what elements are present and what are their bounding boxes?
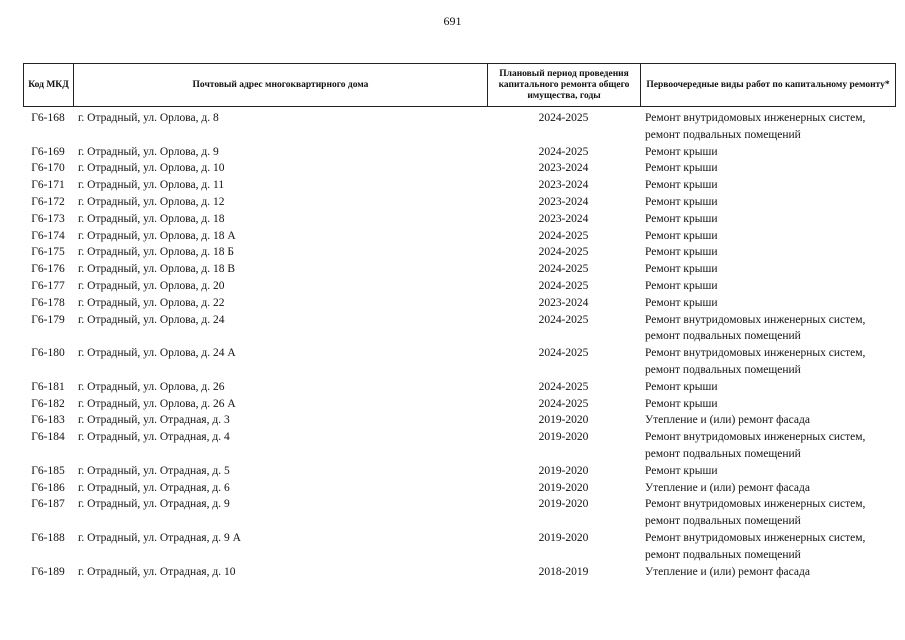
address: г. Отрадный, ул. Отрадная, д. 6 (78, 481, 230, 494)
works-cell (640, 295, 895, 312)
works-line: Ремонт крыши (645, 380, 718, 393)
table-row (23, 463, 895, 480)
works-cell (640, 211, 895, 228)
works-cell (640, 429, 895, 463)
works-cell (640, 463, 895, 480)
table-row (23, 194, 895, 211)
mkd-code: Г6-182 (31, 397, 65, 410)
works-line: Ремонт крыши (645, 162, 718, 175)
table-body (23, 110, 895, 580)
address: г. Отрадный, ул. Орлова, д. 22 (78, 296, 225, 309)
table-row (23, 177, 895, 194)
repair-period: 2019-2020 (538, 498, 589, 511)
works-line: ремонт подвальных помещений (645, 128, 801, 141)
works-cell (640, 412, 895, 429)
address: г. Отрадный, ул. Орлова, д. 26 А (78, 397, 236, 410)
table-row (23, 312, 895, 346)
works-cell (640, 480, 895, 497)
address: г. Отрадный, ул. Орлова, д. 18 Б (78, 246, 234, 259)
header-works: Первоочередные виды работ по капитальному ремонту* (641, 64, 896, 107)
repair-period: 2019-2020 (538, 464, 589, 477)
table-row (23, 110, 895, 144)
works-cell (640, 312, 895, 346)
mkd-code: Г6-177 (31, 279, 65, 292)
mkd-code: Г6-180 (31, 347, 65, 360)
mkd-code: Г6-189 (31, 565, 65, 578)
repair-period: 2024-2025 (538, 397, 589, 410)
repair-period: 2023-2024 (538, 162, 589, 175)
header-address: Почтовый адрес многоквартирного дома (74, 64, 488, 107)
address: г. Отрадный, ул. Орлова, д. 9 (78, 145, 219, 158)
works-cell (640, 261, 895, 278)
mkd-code: Г6-186 (31, 481, 65, 494)
table-row (23, 429, 895, 463)
repair-period: 2023-2024 (538, 296, 589, 309)
mkd-code: Г6-169 (31, 145, 65, 158)
table-row (23, 144, 895, 161)
mkd-code: Г6-171 (31, 179, 65, 192)
works-line: Ремонт внутридомовых инженерных систем, (645, 313, 866, 326)
repair-period: 2023-2024 (538, 179, 589, 192)
table-row (23, 412, 895, 429)
mkd-code: Г6-181 (31, 380, 65, 393)
works-line: ремонт подвальных помещений (645, 548, 801, 561)
page-number: 691 (443, 14, 462, 28)
mkd-code: Г6-183 (31, 414, 65, 427)
works-cell (640, 278, 895, 295)
works-line: Ремонт крыши (645, 296, 718, 309)
works-line: Ремонт внутридомовых инженерных систем, (645, 531, 866, 544)
works-cell (640, 564, 895, 581)
works-line: Ремонт крыши (645, 263, 718, 276)
table-row (23, 211, 895, 228)
works-line: ремонт подвальных помещений (645, 363, 801, 376)
repair-period: 2023-2024 (538, 212, 589, 225)
works-line: Утепление и (или) ремонт фасада (645, 414, 810, 427)
table-row (23, 244, 895, 261)
mkd-code: Г6-173 (31, 212, 65, 225)
repair-period: 2018-2019 (538, 565, 589, 578)
works-cell (640, 379, 895, 396)
address: г. Отрадный, ул. Отрадная, д. 5 (78, 464, 230, 477)
mkd-code: Г6-174 (31, 229, 65, 242)
address: г. Отрадный, ул. Орлова, д. 12 (78, 195, 225, 208)
works-line: Ремонт крыши (645, 279, 718, 292)
address: г. Отрадный, ул. Орлова, д. 26 (78, 380, 225, 393)
mkd-code: Г6-170 (31, 162, 65, 175)
works-line: Ремонт крыши (645, 212, 718, 225)
works-line: Ремонт крыши (645, 195, 718, 208)
repair-period: 2024-2025 (538, 246, 589, 259)
repair-period: 2019-2020 (538, 531, 589, 544)
table-row (23, 295, 895, 312)
works-line: Ремонт крыши (645, 397, 718, 410)
address: г. Отрадный, ул. Отрадная, д. 9 (78, 498, 230, 511)
table-row (23, 564, 895, 581)
address: г. Отрадный, ул. Отрадная, д. 10 (78, 565, 236, 578)
mkd-code: Г6-178 (31, 296, 65, 309)
works-cell (640, 144, 895, 161)
works-cell (640, 496, 895, 530)
header-period: Плановый период проведения капитального ремонта общего имущества, годы (488, 64, 641, 107)
mkd-code: Г6-187 (31, 498, 65, 511)
address: г. Отрадный, ул. Орлова, д. 18 В (78, 263, 236, 276)
address: г. Отрадный, ул. Отрадная, д. 4 (78, 431, 230, 444)
works-cell (640, 530, 895, 564)
address: г. Отрадный, ул. Орлова, д. 24 А (78, 347, 236, 360)
repair-period: 2024-2025 (538, 380, 589, 393)
repair-period: 2024-2025 (538, 279, 589, 292)
address: г. Отрадный, ул. Орлова, д. 18 (78, 212, 225, 225)
works-line: Утепление и (или) ремонт фасада (645, 565, 810, 578)
mkd-code: Г6-176 (31, 263, 65, 276)
address: г. Отрадный, ул. Орлова, д. 20 (78, 279, 225, 292)
mkd-code: Г6-184 (31, 431, 65, 444)
works-line: Ремонт крыши (645, 179, 718, 192)
mkd-code: Г6-185 (31, 464, 65, 477)
address: г. Отрадный, ул. Орлова, д. 24 (78, 313, 225, 326)
repair-period: 2024-2025 (538, 263, 589, 276)
works-line: Ремонт крыши (645, 145, 718, 158)
works-cell (640, 345, 895, 379)
repair-period: 2019-2020 (538, 431, 589, 444)
works-line: Ремонт крыши (645, 464, 718, 477)
address: г. Отрадный, ул. Отрадная, д. 9 А (78, 531, 241, 544)
header-code: Код МКД (24, 64, 74, 107)
table-row (23, 480, 895, 497)
repair-period: 2019-2020 (538, 414, 589, 427)
address: г. Отрадный, ул. Орлова, д. 10 (78, 162, 225, 175)
table-header (23, 63, 896, 107)
address: г. Отрадный, ул. Орлова, д. 11 (78, 179, 225, 192)
table-row (23, 228, 895, 245)
mkd-code: Г6-172 (31, 195, 65, 208)
works-line: Ремонт внутридомовых инженерных систем, (645, 431, 866, 444)
works-line: Ремонт внутридомовых инженерных систем, (645, 112, 866, 124)
works-line: Ремонт крыши (645, 229, 718, 242)
repair-period: 2024-2025 (538, 313, 589, 326)
mkd-code: Г6-179 (31, 313, 65, 326)
works-line: Ремонт внутридомовых инженерных систем, (645, 347, 866, 360)
works-cell (640, 244, 895, 261)
works-line: Ремонт внутридомовых инженерных систем, (645, 498, 866, 511)
repair-period: 2024-2025 (538, 112, 589, 124)
repair-period: 2024-2025 (538, 229, 589, 242)
table-row (23, 379, 895, 396)
works-cell (640, 177, 895, 194)
repair-period: 2019-2020 (538, 481, 589, 494)
table-row (23, 345, 895, 379)
works-line: ремонт подвальных помещений (645, 330, 801, 343)
works-line: Утепление и (или) ремонт фасада (645, 481, 810, 494)
works-cell (640, 396, 895, 413)
mkd-code: Г6-168 (31, 112, 65, 124)
mkd-code: Г6-175 (31, 246, 65, 259)
address: г. Отрадный, ул. Отрадная, д. 3 (78, 414, 230, 427)
works-line: ремонт подвальных помещений (645, 515, 801, 528)
works-cell (640, 194, 895, 211)
table-row (23, 496, 895, 530)
works-cell (640, 110, 895, 144)
repair-period: 2024-2025 (538, 145, 589, 158)
works-line: Ремонт крыши (645, 246, 718, 259)
address: г. Отрадный, ул. Орлова, д. 18 А (78, 229, 236, 242)
table-row (23, 278, 895, 295)
repair-period: 2023-2024 (538, 195, 589, 208)
table-row (23, 261, 895, 278)
works-cell (640, 160, 895, 177)
works-line: ремонт подвальных помещений (645, 447, 801, 460)
address: г. Отрадный, ул. Орлова, д. 8 (78, 112, 219, 124)
table-row (23, 396, 895, 413)
works-cell (640, 228, 895, 245)
mkd-code: Г6-188 (31, 531, 65, 544)
table-row (23, 530, 895, 564)
repair-period: 2024-2025 (538, 347, 589, 360)
table-row (23, 160, 895, 177)
